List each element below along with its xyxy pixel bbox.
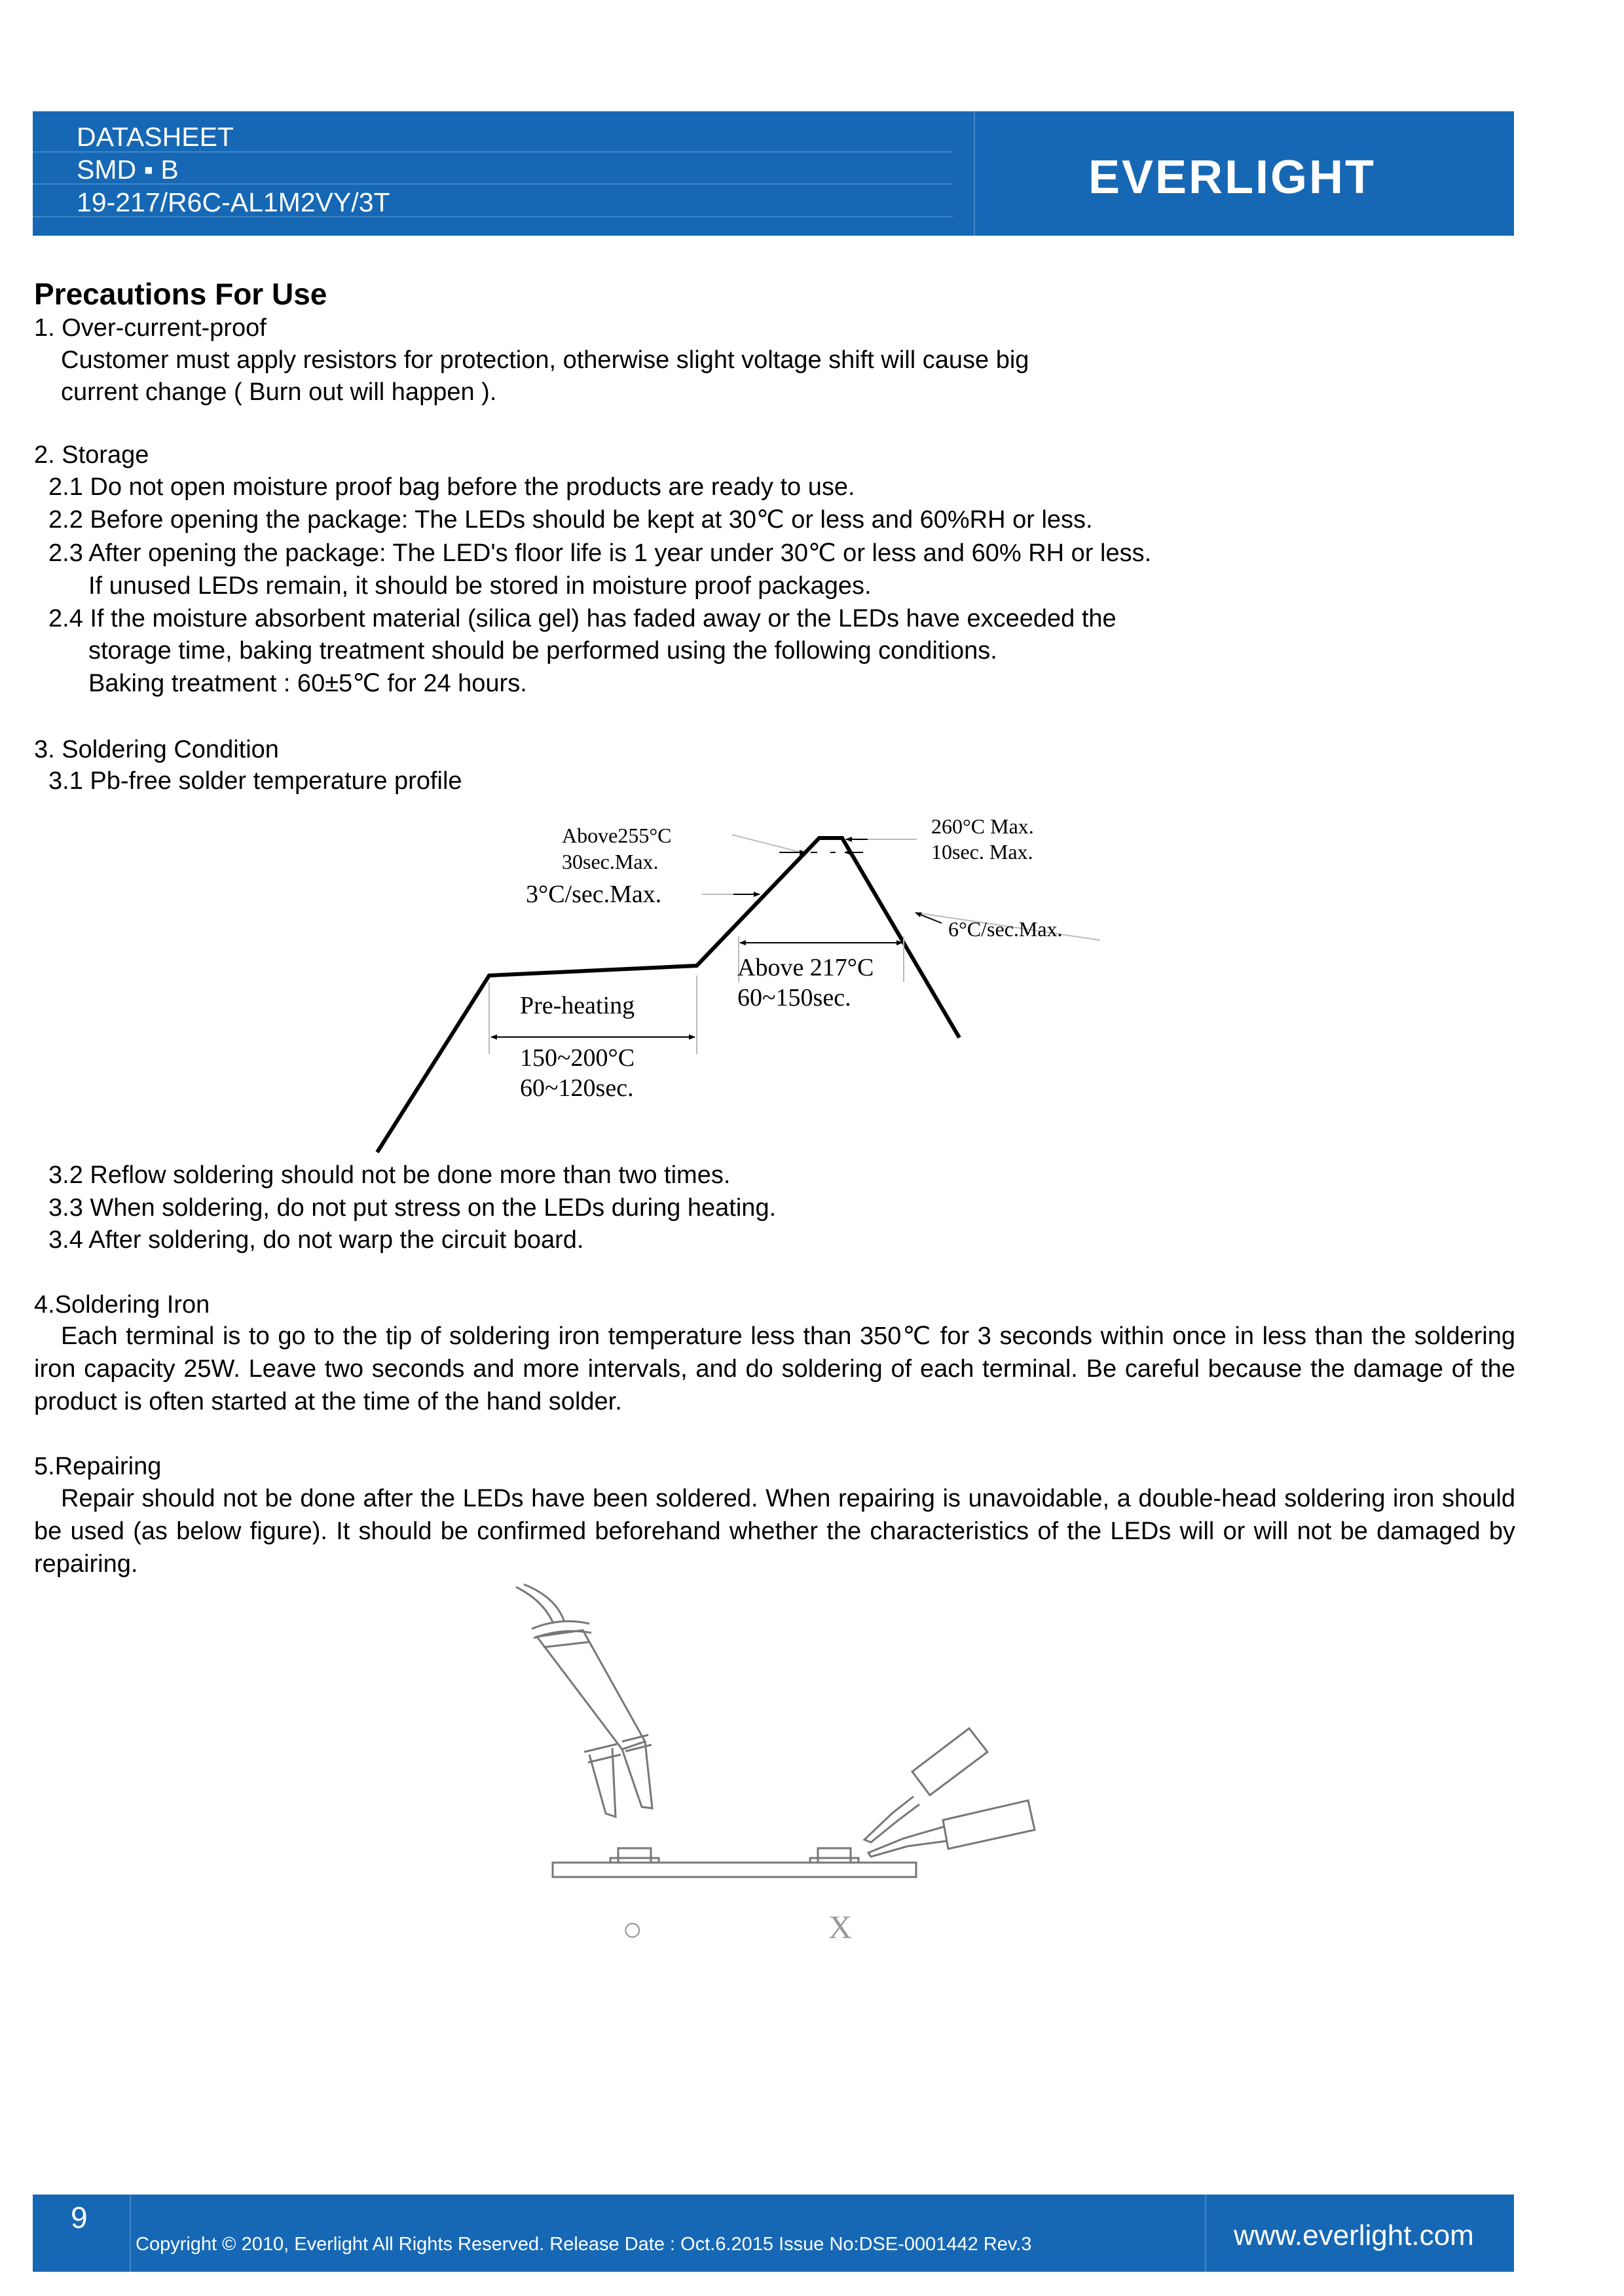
- section-3-2: 3.2 Reflow soldering should not be done more than two times.: [48, 1161, 731, 1189]
- copyright-text: Copyright © 2010, Everlight All Rights Reserved. Release Date : Oct.6.2015 Issue No:DSE-0001442 Rev.3: [136, 2234, 1032, 2255]
- peak-time-label: 10sec. Max.: [931, 840, 1033, 864]
- above-255-label: Above255°C: [562, 824, 672, 847]
- footer-divider: [130, 2195, 131, 2272]
- section-3-1: 3.1 Pb-free solder temperature profile: [48, 767, 462, 795]
- double-head-iron: [544, 1642, 589, 1647]
- section-2-1: 2.1 Do not open moisture proof bag before the products are ready to use.: [48, 473, 855, 501]
- preheat-temp-label: 150~200°C: [520, 1044, 635, 1072]
- baking-treatment: Baking treatment : 60±5℃ for 24 hours.: [88, 670, 527, 697]
- section-2-3-cont: If unused LEDs remain, it should be stored in moisture proof packages.: [88, 572, 872, 600]
- doc-type: DATASHEET: [77, 122, 234, 152]
- section-4-heading: 4.Soldering Iron: [34, 1291, 210, 1319]
- preheat-time-label: 60~120sec.: [520, 1074, 634, 1102]
- above-217-label: Above 217°C: [737, 954, 874, 981]
- section-3-4: 3.4 After soldering, do not warp the circuit board.: [48, 1226, 584, 1254]
- single-iron: [943, 1800, 1035, 1849]
- section-2-heading: 2. Storage: [34, 441, 149, 469]
- ramp-down-label: 6°C/sec.Max.: [948, 917, 1063, 941]
- wrong-method-mark: X: [828, 1908, 853, 1945]
- iron-band: [588, 1755, 621, 1762]
- section-2-3: 2.3 After opening the package: The LED's floor life is 1 year under 30℃ or less and 60% RH or less.: [48, 539, 1152, 567]
- part-number: 19-217/R6C-AL1M2VY/3T: [77, 187, 390, 217]
- above-217-time-label: 60~150sec.: [737, 984, 851, 1011]
- correct-method-mark: ○: [622, 1911, 643, 1948]
- iron-band: [625, 1745, 652, 1751]
- product-series: SMD ▪ B: [77, 155, 179, 185]
- iron-clip: [534, 1631, 591, 1638]
- page-number: 9: [71, 2200, 88, 2234]
- section-2-2: 2.2 Before opening the package: The LEDs should be kept at 30℃ or less and 60%RH or less.: [48, 506, 1093, 534]
- page-title: Precautions For Use: [34, 277, 327, 311]
- section-2-4-cont: storage time, baking treatment should be performed using the following conditions.: [88, 637, 997, 665]
- led-component: [618, 1848, 651, 1863]
- section-1-text: current change ( Burn out will happen ).: [61, 378, 497, 406]
- single-iron: [868, 1827, 947, 1857]
- iron-cable: [516, 1587, 553, 1624]
- ramp-up-label: 3°C/sec.Max.: [526, 881, 662, 908]
- section-3-heading: 3. Soldering Condition: [34, 736, 279, 763]
- single-iron: [912, 1728, 987, 1795]
- footer-divider: [1205, 2195, 1206, 2272]
- iron-cable: [524, 1584, 564, 1622]
- section-5-heading: 5.Repairing: [34, 1453, 162, 1480]
- section-3-3: 3.3 When soldering, do not put stress on the LEDs during heating.: [48, 1194, 777, 1222]
- website-link[interactable]: www.everlight.com: [1234, 2219, 1474, 2251]
- section-5-body: Repair should not be done after the LEDs have been soldered. When repairing is unavoidable, a double-head soldering iron should be used (as below figure). It should be confirmed beforehand whether the characteristics of the LEDs will or will not be damaged by repairing.: [34, 1485, 1515, 1578]
- iron-clip: [532, 1621, 589, 1629]
- section-2-4: 2.4 If the moisture absorbent material (silica gel) has faded away or the LEDs have exceeded the: [48, 605, 1116, 632]
- circuit-board: [553, 1863, 916, 1877]
- peak-temp-label: 260°C Max.: [931, 814, 1034, 838]
- double-head-iron: [537, 1630, 645, 1749]
- preheating-label: Pre-heating: [520, 992, 635, 1019]
- led-component: [818, 1848, 851, 1863]
- above-255-time-label: 30sec.Max.: [562, 850, 659, 873]
- everlight-logo: EVERLIGHT: [1088, 151, 1376, 204]
- section-1-heading: 1. Over-current-proof: [34, 314, 267, 342]
- footer-banner: [33, 2195, 1514, 2272]
- section-1-text: Customer must apply resistors for protection, otherwise slight voltage shift will cause big: [61, 346, 1029, 374]
- section-4-body: Each terminal is to go to the tip of soldering iron temperature less than 350℃ for 3 seconds within once in less than the soldering iron capacity 25W. Leave two seconds and more intervals, and do soldering of each terminal. Be careful because the damage of the product is often started at the time of the hand solder.: [34, 1322, 1515, 1415]
